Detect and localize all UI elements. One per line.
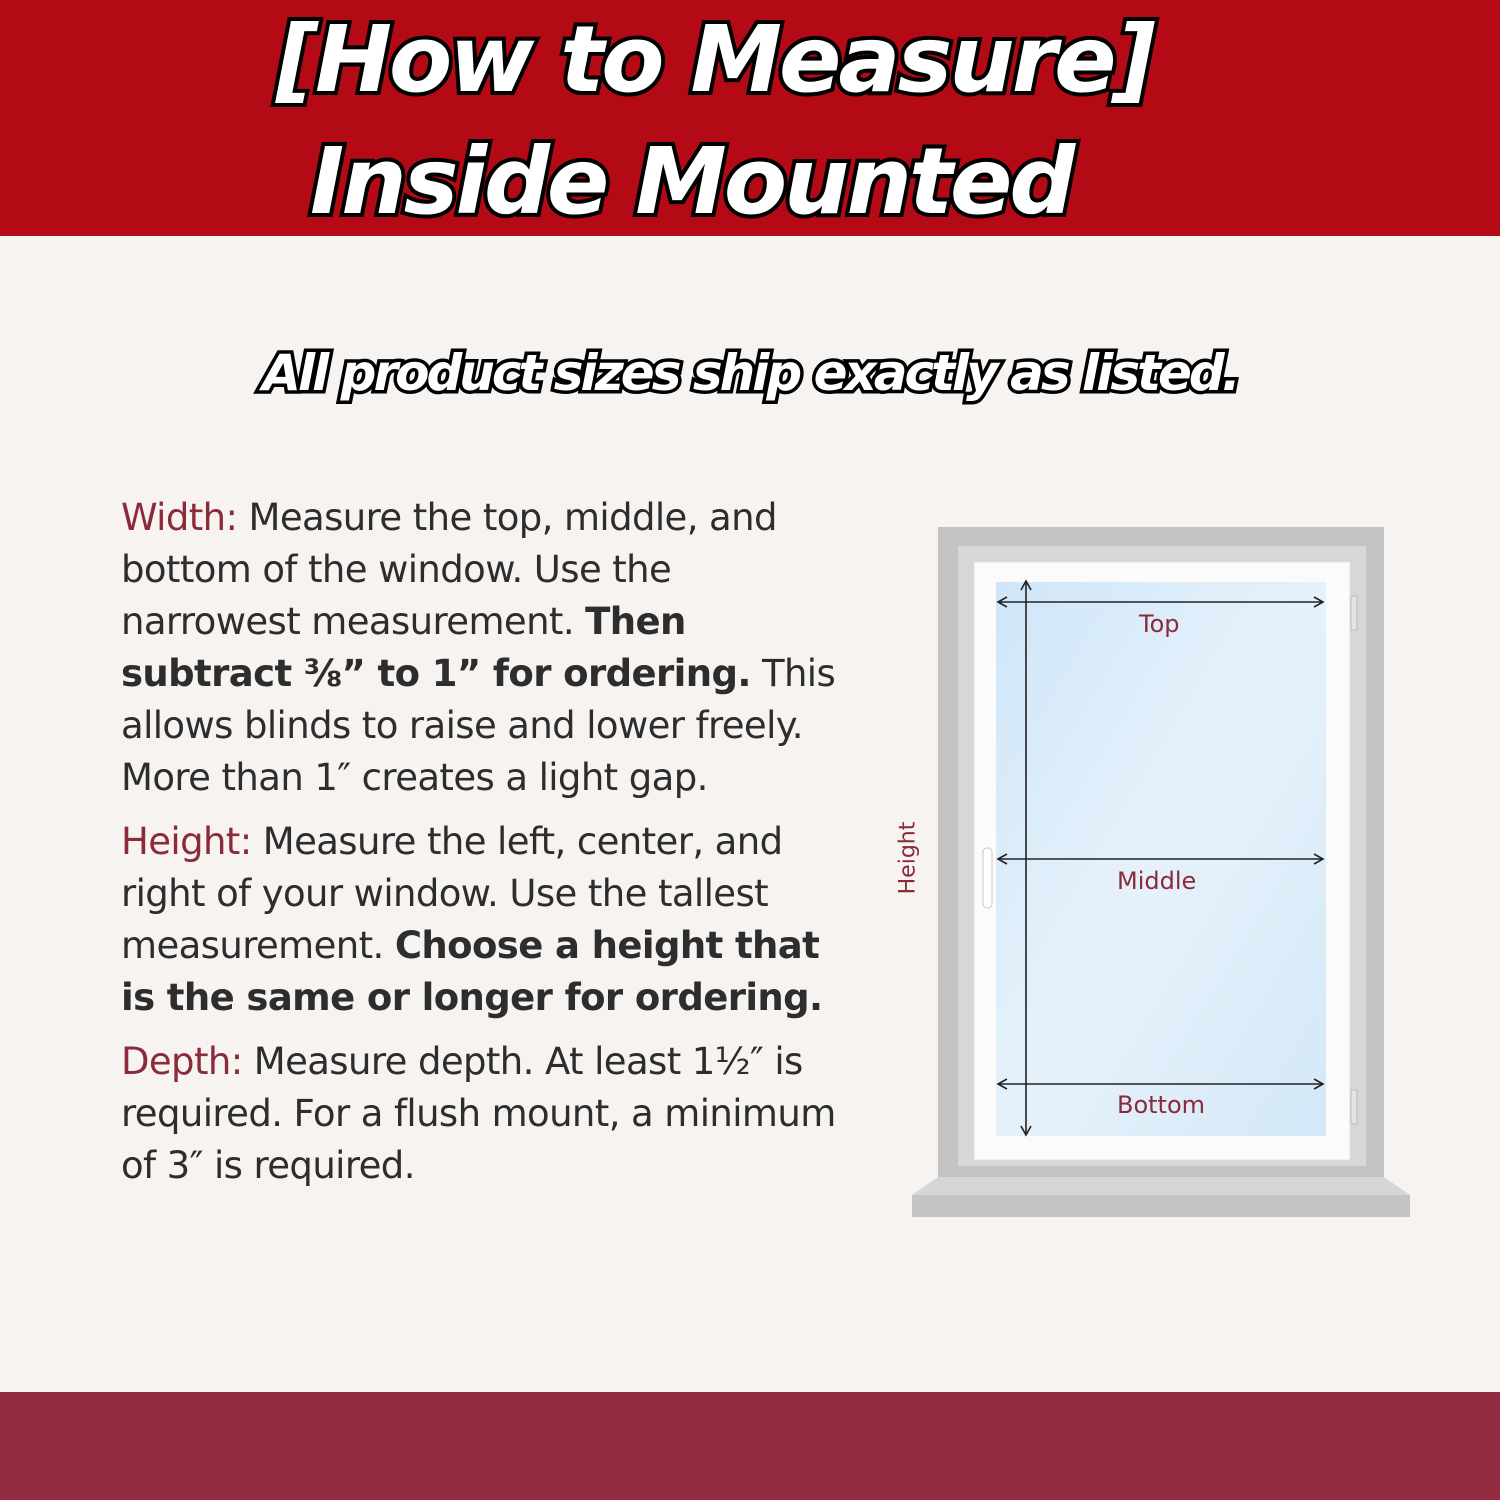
tagline: All product sizes ship exactly as listed.: [262, 344, 1238, 402]
height-text: Measure the left, center, and right of your window. Use the tallest measurement.: [121, 820, 783, 967]
footer-band: [0, 1392, 1500, 1500]
window-handle: [983, 848, 992, 908]
width-bold-text: Then subtract ⅜” to 1” for ordering.: [121, 600, 751, 695]
depth-text: Measure depth. At least 1½″ is required. For a flush mount, a minimum of 3″ is required.: [121, 1040, 836, 1187]
window-sill: [912, 1177, 1410, 1195]
height-bold-text: Choose a height that is the same or longer for ordering.: [121, 924, 823, 1019]
hinge-top: [1351, 596, 1357, 630]
instructions-block: [121, 492, 841, 1204]
height-instruction: [121, 816, 841, 1024]
height-dimension-label: Height: [895, 821, 921, 895]
middle-label: Middle: [1117, 867, 1197, 895]
width-text: Measure the top, middle, and bottom of the window. Use the narrowest measurement.: [121, 496, 777, 643]
title-how-to-measure: [How to Measure]: [276, 6, 1153, 113]
hinge-bottom: [1351, 1090, 1357, 1124]
width-instruction: [121, 492, 841, 804]
depth-label: Depth:: [121, 1040, 243, 1083]
width-text-2: This allows blinds to raise and lower freely. More than 1″ creates a light gap.: [121, 652, 836, 799]
height-label: Height:: [121, 820, 252, 863]
header-banner: [0, 0, 1500, 236]
title-inside-mounted: Inside Mounted: [310, 128, 1073, 235]
bottom-label: Bottom: [1117, 1091, 1206, 1119]
top-label: Top: [1139, 610, 1180, 638]
sill-front: [912, 1195, 1410, 1217]
width-label: Width:: [121, 496, 238, 539]
depth-instruction: [121, 1036, 841, 1192]
